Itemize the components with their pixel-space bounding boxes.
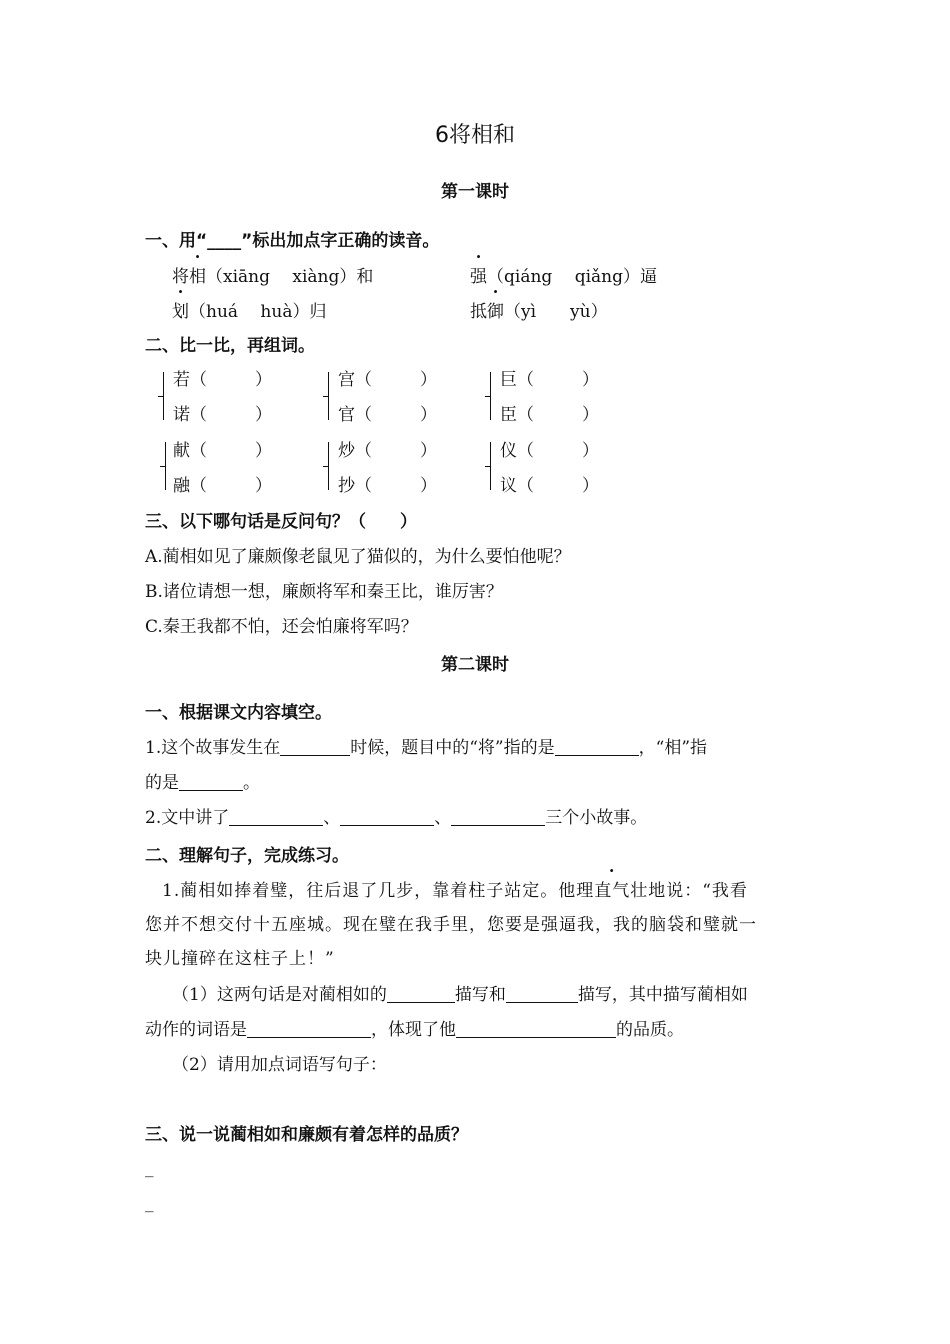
brace	[328, 442, 338, 490]
compare-word: 融（ ）	[173, 476, 272, 496]
l2-q1-line2: 的是 。	[145, 773, 260, 793]
l2-q2-sub1-cont: 动作的词语是 ，体现了他 的品质。	[145, 1020, 684, 1040]
compare-word: 若（ ）	[173, 370, 272, 390]
l2-q3-heading: 三、说一说蔺相如和廉颇有着怎样的品质？	[145, 1125, 468, 1145]
brace	[328, 372, 338, 420]
option-b: B.诸位请想一想，廉颇将军和秦王比，谁厉害？	[145, 582, 503, 602]
answer-blank[interactable]	[179, 772, 243, 791]
answer-blank[interactable]	[280, 737, 350, 756]
answer-blank[interactable]	[229, 807, 323, 826]
l2-q2-heading: 二、理解句子，完成练习。	[145, 846, 349, 866]
answer-blank[interactable]	[247, 1019, 371, 1038]
l1-q1-item-3: 划（huá huà）归	[172, 302, 327, 322]
answer-blank[interactable]	[506, 984, 578, 1003]
l1-q1-item-2: 强（qiáng qiǎng）逼	[470, 267, 657, 287]
answer-blank[interactable]	[340, 807, 434, 826]
answer-blank[interactable]	[451, 807, 545, 826]
compare-word: 巨（ ）	[500, 370, 599, 390]
compare-word: 议（ ）	[500, 476, 599, 496]
lesson1-label: 第一课时	[441, 182, 509, 202]
compare-word: 献（ ）	[173, 441, 272, 461]
l2-q2-sub2: （2）请用加点词语写句子：	[172, 1055, 387, 1075]
brace	[163, 372, 173, 420]
brace	[490, 372, 500, 420]
passage-line-1: 1.蔺相如捧着璧，往后退了几步，靠着柱子站定。他理直气壮地说：“我看	[162, 876, 748, 901]
l2-q1-line3: 2.文中讲了 、 、 三个小故事。	[145, 808, 648, 828]
l1-q1-item-4: 抵御（yì yù）	[470, 302, 608, 322]
passage-line-3: 块儿撞碎在这柱子上！”	[145, 949, 335, 969]
compare-word: 宫（ ）	[338, 370, 437, 390]
l2-q1-heading: 一、根据课文内容填空。	[145, 703, 332, 723]
compare-word: 官（ ）	[338, 405, 437, 425]
option-a: A.蔺相如见了廉颇像老鼠见了猫似的，为什么要怕他呢？	[145, 547, 571, 567]
brace	[490, 442, 500, 490]
compare-word: 炒（ ）	[338, 441, 437, 461]
l2-q1-line1: 1.这个故事发生在 时候，题目中的“将”指的是 ，“相”指	[145, 738, 708, 758]
compare-word: 诺（ ）	[173, 405, 272, 425]
dotted-words: 理直气壮	[576, 881, 649, 901]
l1-q1-item-1: 将相（xiāng xiàng）和	[172, 267, 374, 287]
answer-line[interactable]: _	[145, 1193, 154, 1213]
answer-line[interactable]: _	[145, 1158, 154, 1178]
compare-word: 仪（ ）	[500, 441, 599, 461]
l2-q2-sub1: （1）这两句话是对蔺相如的 描写和 描写，其中描写蔺相如	[172, 985, 748, 1005]
option-c: C.秦王我都不怕，还会怕廉将军吗？	[145, 617, 418, 637]
compare-word: 抄（ ）	[338, 476, 437, 496]
l1-q3-heading: 三、以下哪句话是反问句？（ ）	[145, 512, 417, 532]
page-title: 6将相和	[435, 123, 515, 148]
passage-line-2: 您并不想交付十五座城。现在璧在我手里，您要是强逼我，我的脑袋和璧就一	[145, 915, 757, 935]
compare-word: 臣（ ）	[500, 405, 599, 425]
lesson2-label: 第二课时	[441, 655, 509, 675]
answer-blank[interactable]	[555, 737, 639, 756]
answer-blank[interactable]	[456, 1019, 616, 1038]
answer-blank[interactable]	[387, 984, 455, 1003]
l1-q1-heading: 一、用“____”标出加点字正确的读音。	[145, 231, 440, 251]
l1-q2-heading: 二、比一比，再组词。	[145, 336, 315, 356]
